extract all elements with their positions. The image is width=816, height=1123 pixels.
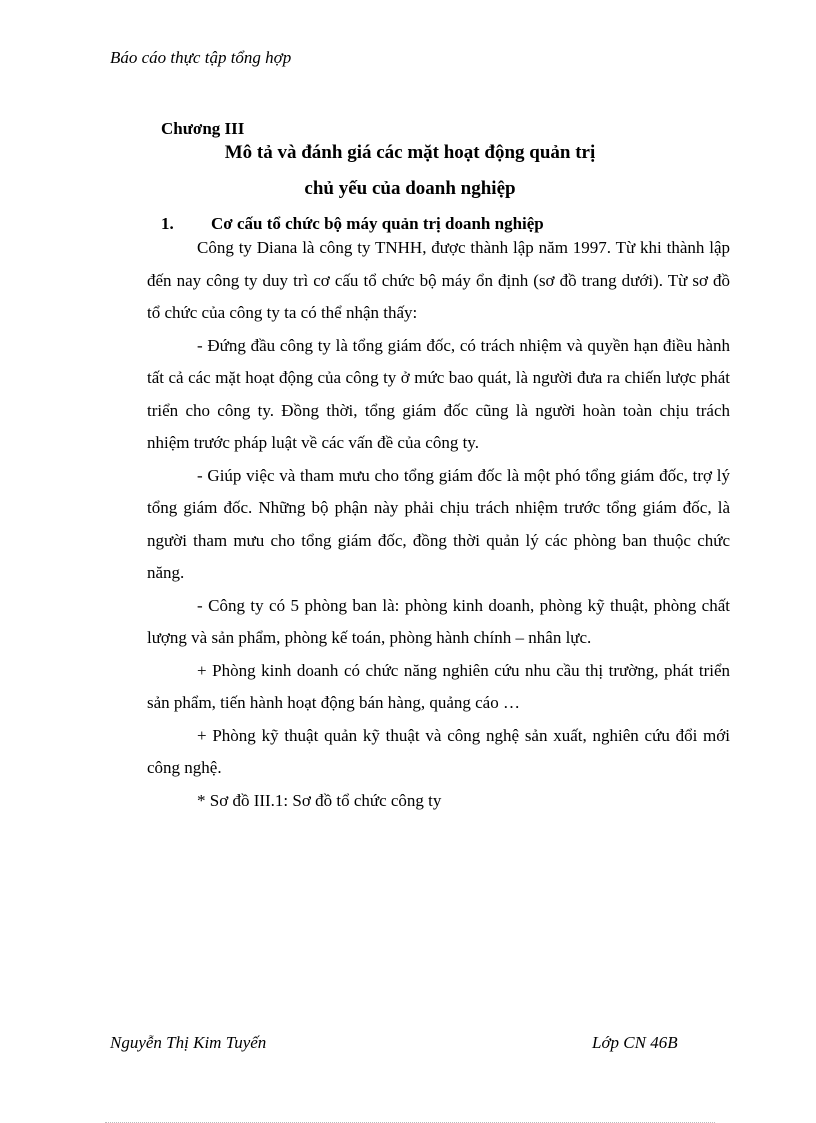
chapter-label: Chương III [161, 119, 245, 138]
body-text [147, 232, 730, 817]
chapter-title-line-1: Mô tả và đánh giá các mặt hoạt động quản trị [224, 142, 596, 163]
paragraph-departments: - Công ty có 5 phòng ban là: phòng kinh doanh, phòng kỹ thuật, phòng chất lượng và sản phẩm, phòng kế toán, phòng hành chính – nhân lực. [147, 595, 730, 647]
section-number: 1. [161, 214, 174, 233]
paragraph-deputy-director: - Giúp việc và tham mưu cho tổng giám đốc là một phó tổng giám đốc, trợ lý tổng giám đốc. Những bộ phận này phải chịu trách nhiệm trước tổng giám đốc, là người tham mưu cho tổng giám đốc, đồng thời quản lý các phòng ban thuộc chức năng. [147, 465, 730, 582]
paragraph-sales-department: + Phòng kinh doanh có chức năng nghiên cứu nhu cầu thị trường, phát triển sản phẩm, tiến hành hoạt động bán hàng, quảng cáo … [147, 660, 730, 712]
section-heading [161, 214, 544, 234]
page-header: Báo cáo thực tập tổng hợp [110, 48, 292, 67]
paragraph-technical-department: + Phòng kỹ thuật quản kỹ thuật và công nghệ sản xuất, nghiên cứu đổi mới công nghệ. [147, 725, 730, 777]
chapter-title-line-2: chủ yếu của doanh nghiệp [304, 178, 516, 199]
footer-class: Lớp CN 46B [592, 1033, 678, 1052]
footer-author: Nguyễn Thị Kim Tuyến [110, 1033, 267, 1052]
section-title: Cơ cấu tổ chức bộ máy quản trị doanh nghiệp [211, 214, 544, 233]
paragraph-intro: Công ty Diana là công ty TNHH, được thành lập năm 1997. Từ khi thành lập đến nay công ty duy trì cơ cấu tổ chức bộ máy ổn định (sơ đồ trang dưới). Từ sơ đồ tổ chức của công ty ta có thể nhận thấy: [147, 238, 730, 322]
paragraph-general-director: - Đứng đầu công ty là tổng giám đốc, có trách nhiệm và quyền hạn điều hành tất cả các mặt hoạt động của công ty ở mức bao quát, là người đưa ra chiến lược phát triển cho công ty. Đồng thời, tổng giám đốc cũng là người hoàn toàn chịu trách nhiệm trước pháp luật về các vấn đề của công ty. [147, 335, 730, 452]
paragraph-diagram-caption: * Sơ đồ III.1: Sơ đồ tổ chức công ty [197, 790, 442, 810]
